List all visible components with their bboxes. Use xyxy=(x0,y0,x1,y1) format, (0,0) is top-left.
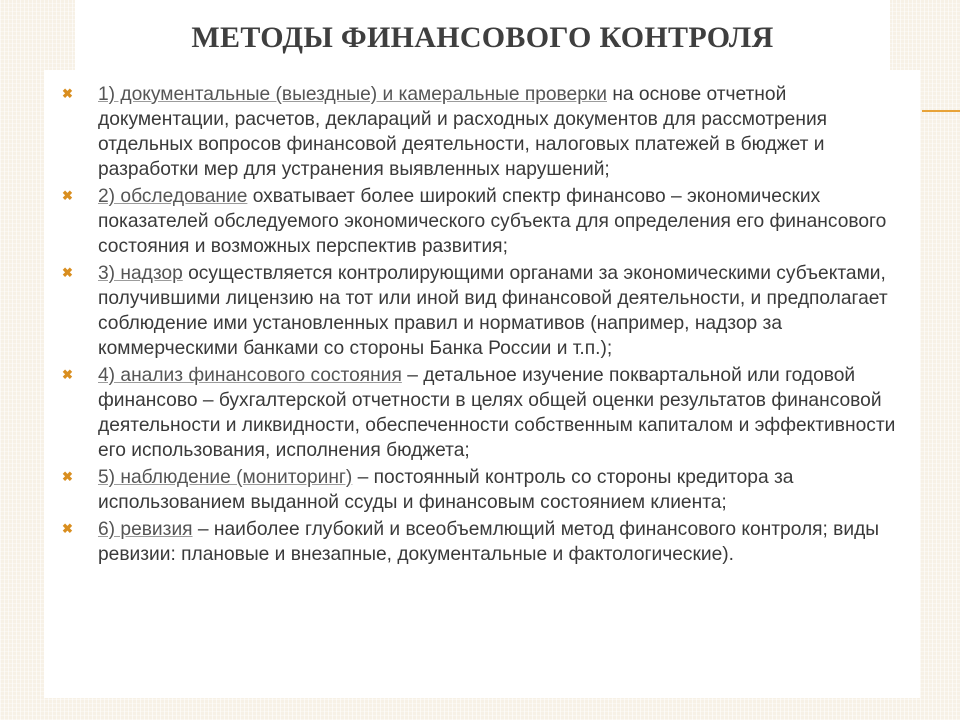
list-item xyxy=(62,82,898,182)
item-text: – детальное изучение поквартальной или годовой финансово – бухгалтерской отчетности в целях общей оценки результатов финансовой деятельности и ликвидности, обеспеченности собственным капиталом и эффективности его использования, исполнения бюджета; xyxy=(98,365,896,461)
item-text: – наиболее глубокий и всеобъемлющий метод финансового контроля; виды ревизии: плановые и внезапные, документальные и фактологические). xyxy=(98,519,880,565)
item-text: осуществляется контролирующими органами за экономическими субъектами, получившими лицензию на тот или иной вид финансовой деятельности, и предполагает соблюдение ими установленных правил и нормативов (например, надзор за коммерческими банками со стороны Банка России и т.п.); xyxy=(98,263,888,359)
x-bullet-icon: ✖ xyxy=(62,265,73,280)
item-lead: 5) наблюдение (мониторинг) xyxy=(98,467,353,488)
x-bullet-icon: ✖ xyxy=(62,521,73,536)
x-bullet-icon: ✖ xyxy=(62,469,73,484)
x-bullet-icon: ✖ xyxy=(62,188,73,203)
title-box xyxy=(75,0,890,70)
accent-line xyxy=(922,110,960,112)
item-lead: 4) анализ финансового состояния xyxy=(98,365,402,386)
item-lead: 3) надзор xyxy=(98,263,183,284)
x-bullet-icon: ✖ xyxy=(62,86,73,101)
item-lead: 1) документальные (выездные) и камеральные проверки xyxy=(98,84,607,105)
item-text: – постоянный контроль со стороны кредитора за использованием выданной ссуды и финансовым состоянием клиента; xyxy=(98,467,794,513)
list-item xyxy=(62,261,898,361)
item-text: на основе отчетной документации, расчетов, деклараций и расходных документов для рассмотрения отдельных вопросов финансовой деятельности, налоговых платежей в бюджет и разработки мер для устранения выявленных нарушений; xyxy=(98,84,828,180)
methods-list xyxy=(62,82,898,569)
list-item xyxy=(62,184,898,259)
list-item xyxy=(62,465,898,515)
item-lead: 6) ревизия xyxy=(98,519,193,540)
list-item xyxy=(62,517,898,567)
content-box xyxy=(44,70,920,698)
list-item xyxy=(62,363,898,463)
item-text: охватывает более широкий спектр финансово – экономических показателей обследуемого экономического субъекта для определения его финансового состояния и возможных перспектив развития; xyxy=(98,186,887,257)
x-bullet-icon: ✖ xyxy=(62,367,73,382)
item-lead: 2) обследование xyxy=(98,186,248,207)
slide-title: МЕТОДЫ ФИНАНСОВОГО КОНТРОЛЯ xyxy=(191,21,774,54)
